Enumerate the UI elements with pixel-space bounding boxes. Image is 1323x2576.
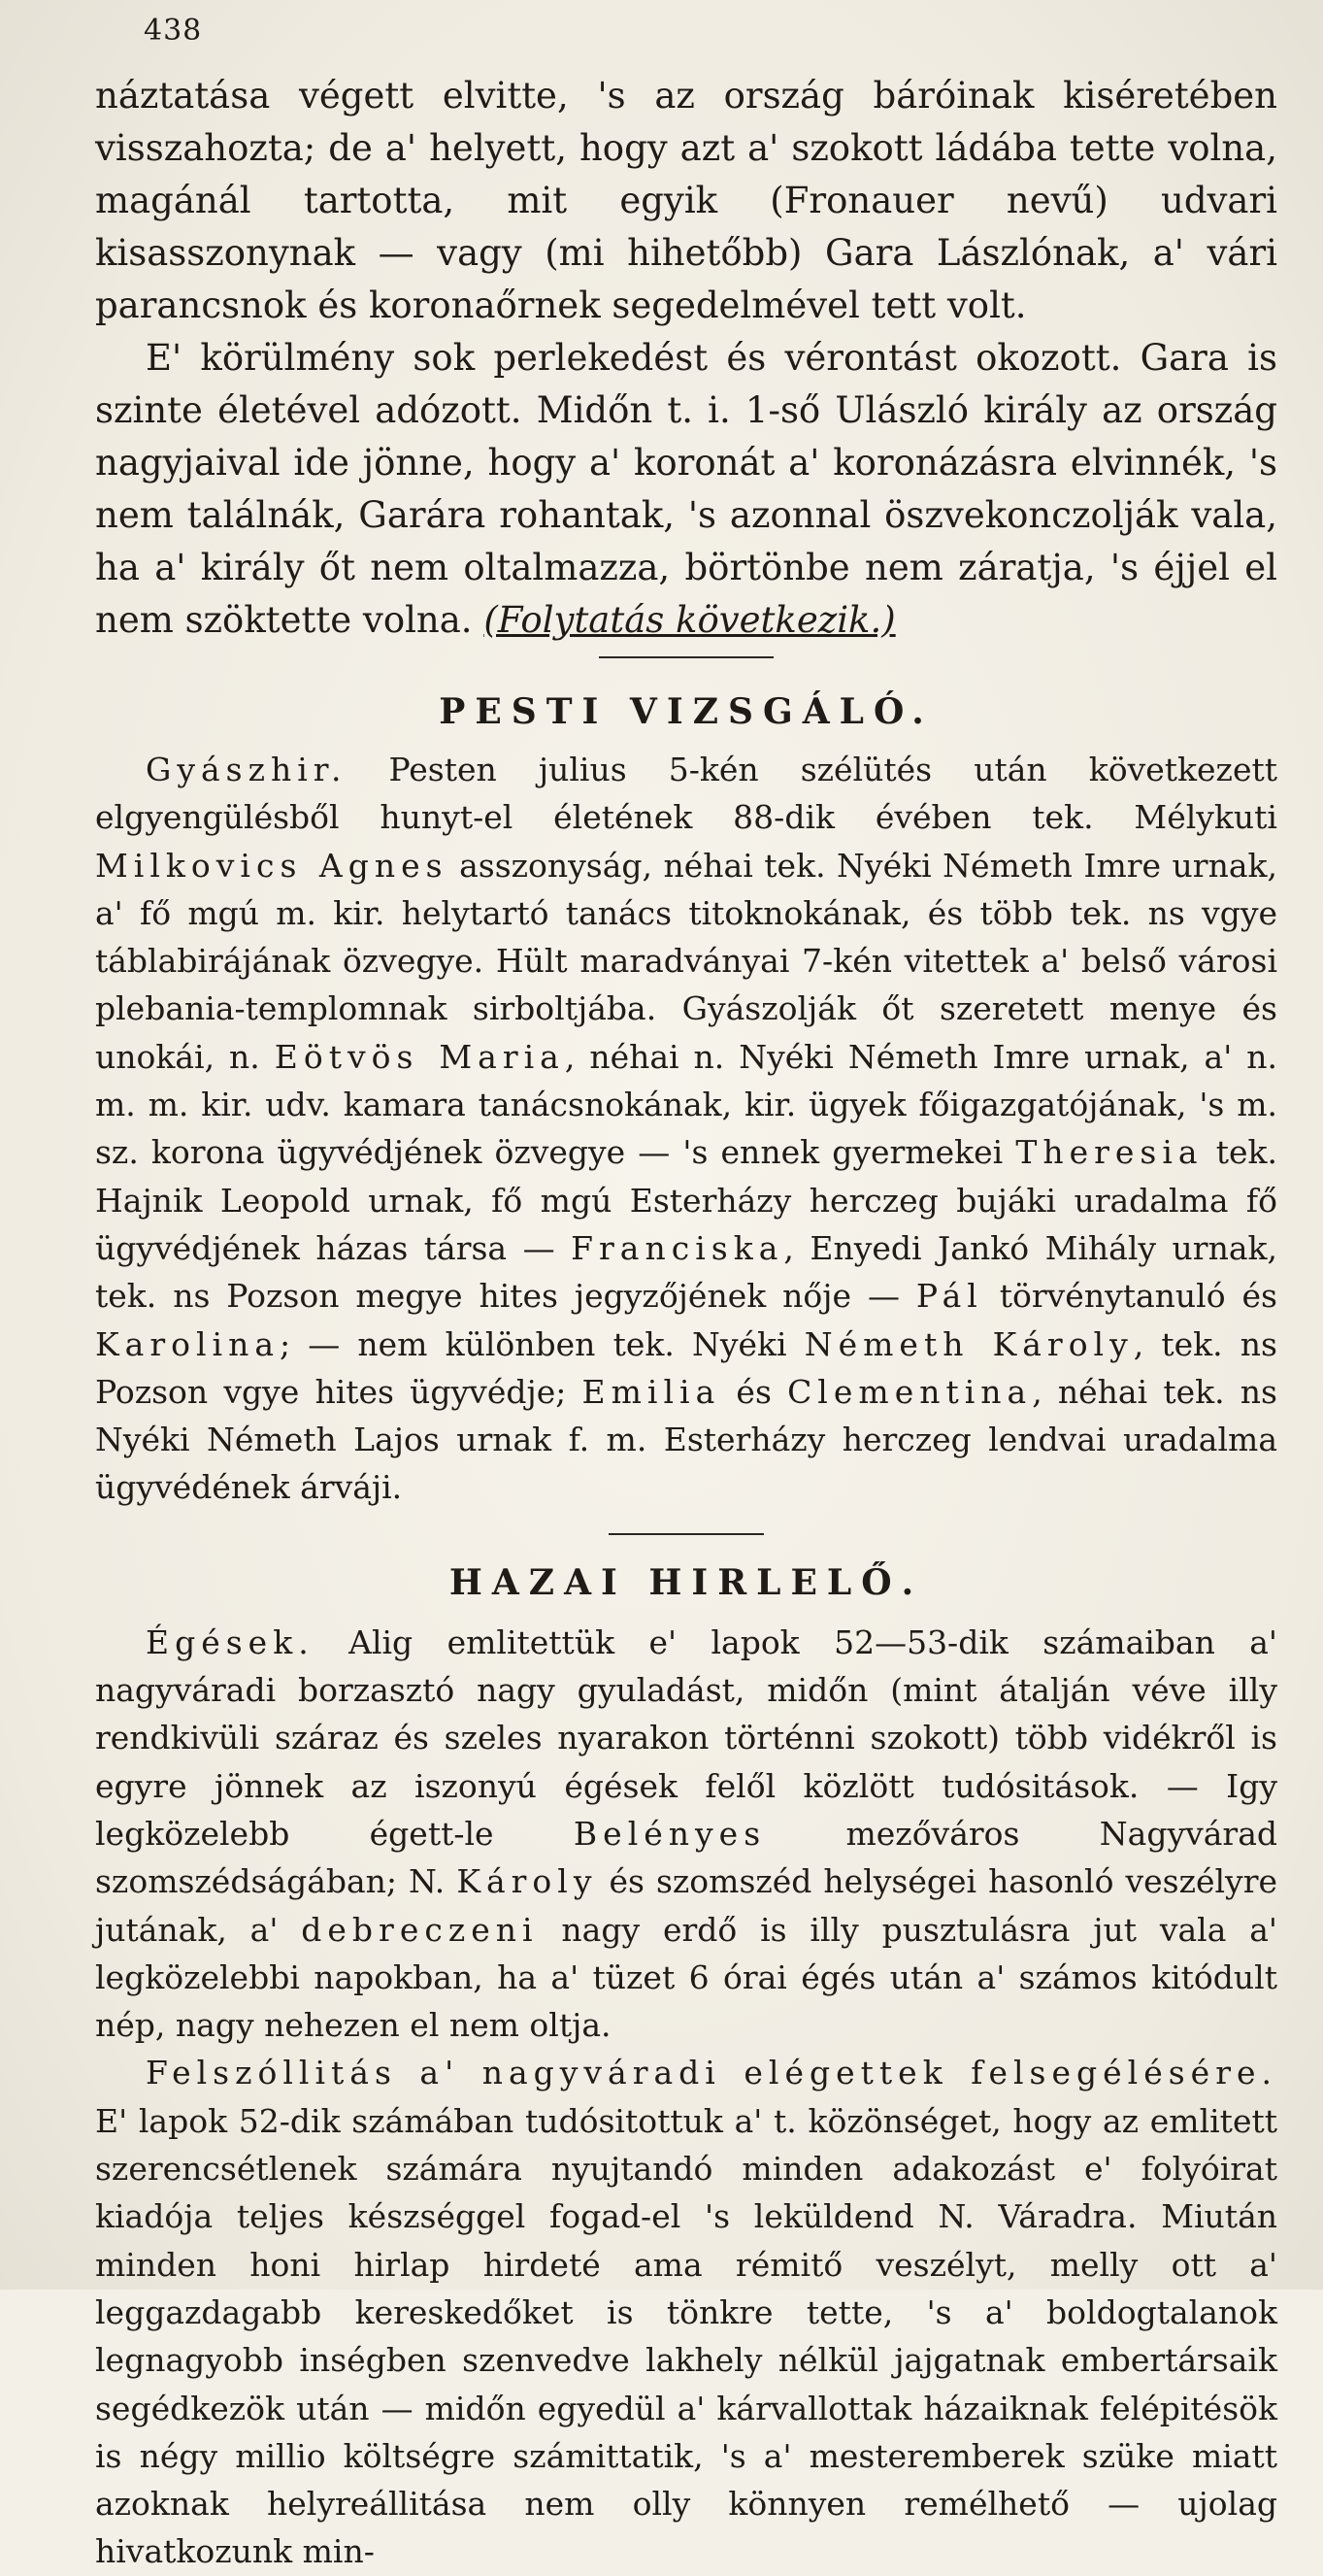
person-name: Karolina [95,1324,281,1363]
obituary-text: ; — nem különben tek. Nyéki [280,1324,787,1363]
top-paragraph-1: náztatása végett elvitte, 's az ország báróinak kiséretében visszahozta; de a' helyett, hogy azt a' szokott ládába tette volna, magánál tartotta, mit egyik (Fronauer nevű) udvari kisasszonynak — vagy (mi hihetőbb) Gara Lászlónak, a' vári parancsnok és koronaőrnek segedelmével tett volt. [95,75,1277,326]
fires-lead: Égések. [146,1623,314,1661]
section-title-hazai-hirlelo: HAZAI HIRLELŐ. [448,1561,924,1603]
obituary-text: , tek. ns Pozson vgye hites ügyvédje; [95,1324,1277,1411]
place-name: Károly [456,1862,598,1901]
page-content [95,70,1277,2576]
obituary-text: Pesten julius 5-kén szélütés után következett elgyengülésből hunyt-el életének 88-dik évében tek. Mélykuti [95,751,1277,837]
person-name: Németh Károly [804,1324,1134,1363]
continued-note: (Folytatás következik.) [483,599,896,641]
appeal-lead: Felszóllitás a' nagyváradi elégettek felsegélésére. [146,2054,1277,2092]
fires-text: nagy erdő is illy pusztulásra jut vala a' legközelebbi napokban, ha a' tüzet 6 órai égés után a' számos kitódult nép, nagy nehezen el nem oltja. [95,1910,1277,2045]
appeal-text: E' lapok 52-dik számában tudósitottuk a' t. közönséget, hogy az emlitett szerencsétlenek számára nyujtandó minden adakozást e' folyóirat kiadója teljes készséggel fogad-el 's leküldend N. Váradra. Miután minden honi hirlap hirdeté ama rémitő veszélyt, melly ott a' leggazdagabb kereskedőket is tönkre tette, 's a' boldogtalanok legnagyobb inségben szenvedve lakhely nélkül jajgatnak embertársaik segédkezök után — midőn egyedül a' kárvallottak házaiknak felépitésök is négy millio költségre számittatik, 's a' mesteremberek szüke miatt azoknak helyreállitása nem olly könnyen remélhető — ujolag hivatkozunk min- [95,2101,1277,2571]
obituary-lead: Gyászhir. [146,751,347,788]
top-paragraph-2 [95,332,1277,647]
fires-text: és szomszéd helységei hasonló veszélyre jutának, a' [95,1862,1278,1949]
appeal-paragraph [95,2049,1277,2575]
divider-rule [599,656,774,658]
fires-paragraph [95,1619,1277,2050]
obituary-paragraph [95,746,1277,1512]
obituary-text: , néhai tek. ns Nyéki Németh Lajos urnak f. m. Esterházy herczeg lendvai uradalma ügyvédének árváji. [95,1372,1277,1507]
section-title-pesti-vizsgalo: PESTI VIZSGÁLÓ. [439,691,934,732]
fires-text: Alig emlitettük e' lapok 52—53-dik számaiban a' nagyváradi borzasztó nagy gyuladást, midőn (mint átalján véve illy rendkivüli száraz és szeles nyarakon történni szokott) több vidékről is egyre jönnek az iszonyú égések felől közlött tudósitások. — Igy legközelebb égett-le [95,1623,1277,1853]
obituary-text: asszonyság, néhai tek. Nyéki Németh Imre urnak, a' fő mgú m. kir. helytartó tanács titoknokának, és több tek. ns vgye táblabirájának özvegye. Hült maradványai 7-kén vitettek a' belső városi plebania-templomnak sirboltjába. Gyászolják őt szeretett menye és unokái, n. [95,846,1277,1076]
divider-rule [609,1533,764,1535]
person-name: Clementina [787,1372,1033,1411]
person-name: Franciska [571,1228,784,1267]
top-paragraph-2-text: E' körülmény sok perlekedést és vérontást okozott. Gara is szinte életével adózott. Midőn t. i. 1-ső Ulászló király az ország nagyjaival ide jönne, hogy a' koronát a' koronázásra elvinnék, 's nem találnák, Garára rohantak, 's azonnal öszvekonczolják vala, ha a' király őt nem oltalmazza, börtönbe nem záratja, 's éjjel el nem szöktette volna. [95,337,1277,641]
person-name: Theresia [1015,1133,1204,1172]
obituary-text: és [736,1372,772,1411]
obituary-text: tek. Hajnik Leopold urnak, fő mgú Esterházy herczeg bujáki uradalma fő ügyvédjének házas társa — [95,1133,1277,1267]
obituary-text: , Enyedi Jankó Mihály urnak, tek. ns Pozson megye hites jegyzőjének nője — [95,1228,1277,1316]
place-name: debreczeni [301,1910,539,1949]
page-number: 438 [144,14,203,48]
obituary-text: törvénytanuló és [999,1277,1277,1316]
place-name: Belényes [573,1814,767,1853]
person-name: Milkovics Agnes [95,846,448,885]
obituary-text: , néhai n. Nyéki Németh Imre urnak, a' n. m. m. kir. udv. kamara tanácsnokának, kir. ügyek főigazgatójának, 's m. sz. korona ügyvédjének özvegye — 's ennek gyermekei [95,1037,1277,1172]
fires-text: mezőváros Nagyvárad szomszédságában; N. [95,1814,1277,1901]
person-name: Emilia [581,1372,721,1411]
person-name: Pál [915,1277,983,1316]
person-name: Eötvös Maria [274,1037,565,1076]
